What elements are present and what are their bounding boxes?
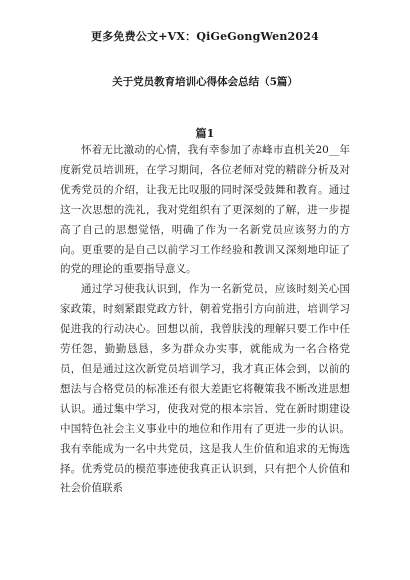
paragraph-1: 怀着无比激动的心情，我有幸参加了赤峰市直机关20__年度新党员培训班，在学习期间，各位老师对党的精辟分析及对优秀党员的介绍，让我无比叹服的同时深受鼓舞和教育。通过这一次思想的洗礼，我对党组织有了更深刻的了解，进一步提高了自己的思想觉悟，明确了作为一名新党员应该努力的方向。更重要的是自己以前学习工作经验和教训又深刻地印证了的党的理论的重要指导意义。 [60,144,350,276]
document-body [60,141,350,499]
watermark-text: 更多免费公文+VX：QiGeGongWen2024 [91,30,319,43]
document-title: 关于党员教育培训心得体会总结（5篇） [112,76,298,88]
paragraph-2: 通过学习使我认识到，作为一名新党员，应该时刻关心国家政策，时刻紧跟党政方针，朝着党指引方向前进，培训学习促进我的行动决心。回想以前，我曾肤浅的理解只要工作中任劳任怨，勤勤恳恳，多为群众办实事，就能成为一名合格党员，但是通过这次新党员培训学习，我才真正体会到，以前的想法与合格党员的标准还有很大差距它将鞭策我不断改进思想认识。通过集中学习，使我对党的根本宗旨、党在新时期建设中国特色社会主义事业中的地位和作用有了更进一步的认识。我有幸能成为一名中共党员，这是我人生价值和追求的无悔选择。优秀党员的模范事迹使我真正认识到，只有把个人价值和社会价值联系 [60,283,350,495]
section-heading: 篇1 [195,127,215,140]
